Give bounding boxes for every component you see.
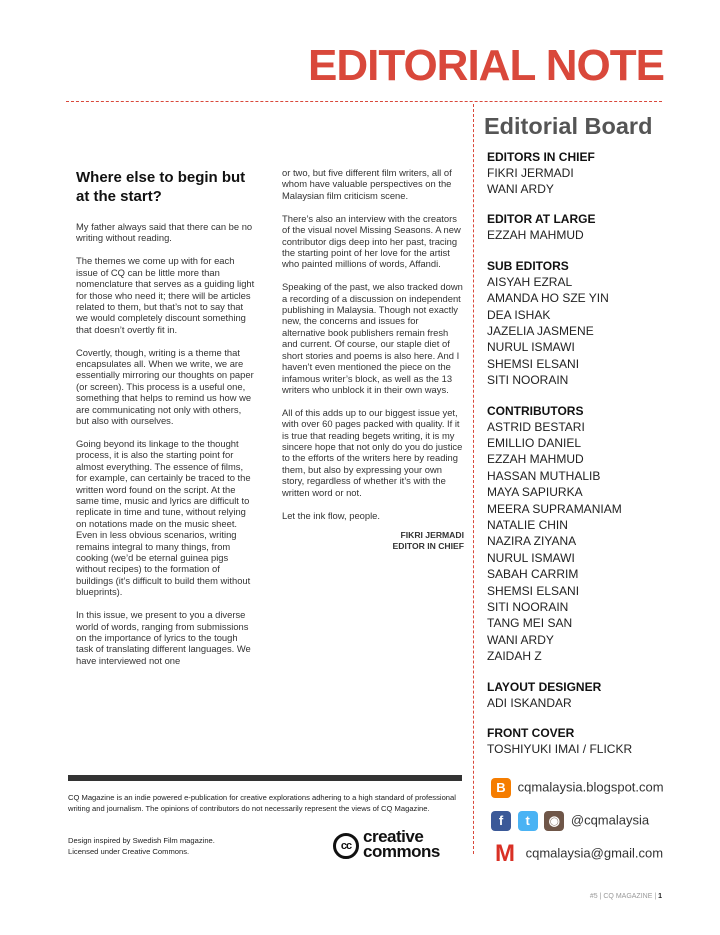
paragraph: My father always said that there can be no writing without reading.	[76, 221, 253, 244]
email-link[interactable]	[491, 840, 664, 867]
email-address[interactable]: cqmalaysia@gmail.com	[525, 845, 664, 861]
paragraph: Speaking of the past, we also tracked down a recording of a discussion on independent publishing in Malaysia. Though not exactly new, the concerns and issues for alternative book publishers remain fresh and current. Of course, our staple diet of short stories and poems is also here. And I haven’t even mentioned the piece on the infamous writer’s block, as well as the 13 writers who unblock it in their own ways.	[282, 281, 463, 395]
board-groups	[487, 149, 687, 758]
board-role: EDITOR AT LARGE	[487, 212, 596, 227]
paragraph: Going beyond its linkage to the thought process, it is also the starting point for almost everything. The essence of films, for example, can certainly be traced to the written word found on the script. At the same time, music and lyrics are difficult to replicate in time and tune, without relying on notations made on the music sheet. Even in less obvious scenarios, writing remains integral to many things, from cooking (we’d be eternal guinea pigs without recipes) to the formation of buildings (it’s difficult to build them without blueprints).	[76, 438, 251, 598]
blog-link[interactable]	[491, 778, 664, 798]
cc-word-creative: creative	[363, 827, 424, 846]
board-role: EDITORS IN CHIEF	[487, 149, 595, 164]
signature	[282, 530, 464, 552]
board-member: TOSHIYUKI IMAI / FLICKR	[487, 742, 633, 757]
board-member: SABAH CARRIM	[487, 567, 579, 582]
board-member: WANI ARDY	[487, 632, 554, 647]
title-divider	[66, 101, 662, 102]
folio-label: #5 | CQ MAGAZINE |	[589, 893, 657, 900]
page-title: EDITORIAL NOTE	[308, 41, 664, 90]
board-group	[487, 725, 687, 757]
signature-name: FIKRI JERMADI	[400, 530, 464, 541]
board-title: Editorial Board	[484, 113, 653, 139]
handle-text[interactable]: @cqmalaysia	[570, 812, 650, 828]
board-role: SUB EDITORS	[487, 258, 569, 273]
board-group	[487, 149, 687, 198]
board-member: ADI ISKANDAR	[487, 695, 572, 710]
social-handle[interactable]	[491, 811, 649, 831]
column-divider	[473, 104, 474, 854]
paragraph: Let the ink flow, people.	[282, 509, 380, 521]
instagram-icon[interactable]: ◉	[544, 811, 564, 831]
cc-wordmark	[363, 829, 440, 859]
board-member: TANG MEI SAN	[487, 616, 573, 631]
board-member: HASSAN MUTHALIB	[487, 468, 601, 483]
board-member: NATALIE CHIN	[487, 518, 568, 532]
board-group	[487, 258, 687, 389]
board-member: DEA ISHAK	[487, 307, 551, 322]
design-credit-line: Design inspired by Swedish Film magazine.	[68, 836, 215, 845]
paragraph: There’s also an interview with the creators of the visual novel Missing Seasons. A new contributor digs deep into her past, tracing the starting point of her love for the artist who painted millions of words, Affandi.	[282, 212, 461, 270]
license-line: Licensed under Creative Commons.	[68, 846, 190, 856]
board-member: NURUL ISMAWI	[487, 550, 575, 565]
board-member: EZZAH MAHMUD	[487, 452, 584, 467]
paragraph: or two, but five different film writers, all of whom have valuable perspectives on the Malaysian film criticism scene.	[282, 167, 452, 201]
board-group	[487, 211, 687, 243]
design-credit	[68, 836, 298, 857]
cc-icon: cc	[333, 833, 359, 859]
board-member: EMILLIO DANIEL	[487, 435, 582, 450]
board-member: NURUL ISMAWI	[487, 340, 575, 355]
paragraph: The themes we come up with for each issue of CQ can be little more than nomenclature that serves as a guiding light for those who need it; there will be articles related to them, but that’s not to say that we would completely discount something that doesn’t overtly fit in.	[76, 255, 255, 335]
editorial-board	[484, 113, 687, 771]
cc-word-commons: commons	[363, 842, 440, 861]
gmail-icon: M	[491, 843, 519, 865]
board-member: AMANDA HO SZE YIN	[487, 291, 609, 306]
board-member: SITI NOORAIN	[487, 373, 569, 388]
blogger-icon: B	[491, 778, 511, 798]
board-member: AISYAH EZRAL	[487, 274, 573, 289]
board-member: EZZAH MAHMUD	[487, 228, 584, 243]
article-column-2	[282, 167, 464, 552]
board-group	[487, 403, 687, 665]
board-member: ZAIDAH Z	[487, 649, 542, 664]
board-member: SHEMSI ELSANI	[487, 356, 580, 371]
facebook-icon[interactable]: f	[491, 811, 511, 831]
board-member: FIKRI JERMADI	[487, 165, 574, 180]
board-member: WANI ARDY	[487, 181, 554, 196]
page-folio	[590, 893, 662, 900]
paragraph: Covertly, though, writing is a theme that encapsulates all. When we write, we are essentially mirroring our thoughts on paper (or screen). This process is a useful one, something that helps to remind us how we are communicating not only with others, but also with ourselves.	[76, 346, 254, 427]
board-member: MAYA SAPIURKA	[487, 485, 583, 500]
board-role: FRONT COVER	[487, 726, 575, 741]
board-member: SITI NOORAIN	[487, 600, 569, 615]
about-text: CQ Magazine is an indie powered e-publication for creative explorations adhering to a high standard of professional writing and journalism. The opinions of contributors do not necessarily represent the views of CQ Magazine.	[68, 793, 456, 813]
creative-commons-logo	[333, 829, 465, 865]
board-member: ASTRID BESTARI	[487, 419, 585, 434]
paragraph: In this issue, we present to you a diverse world of words, ranging from submissions on the importance of lyrics to the tough task of translating different languages. We have interviewed not one	[76, 609, 251, 666]
column-2-body	[282, 167, 464, 521]
column-1-body	[76, 221, 256, 666]
board-group	[487, 679, 687, 711]
page-number: 1	[658, 893, 662, 900]
blog-url[interactable]: cqmalaysia.blogspot.com	[517, 779, 664, 795]
article-heading: Where else to begin but at the start?	[76, 169, 246, 205]
board-member: NAZIRA ZIYANA	[487, 534, 577, 549]
article-column-1	[76, 168, 256, 678]
paragraph: All of this adds up to our biggest issue yet, with over 60 pages packed with quality. If it is true that reading begets writing, it is my sincere hope that not only do you do justice to the efforts of the writers here by reading them, but also by expressing your own story, regardless of whether it’s with the written word or not.	[282, 406, 463, 498]
board-role: LAYOUT DESIGNER	[487, 679, 602, 694]
board-member: SHEMSI ELSANI	[487, 583, 580, 598]
board-member: MEERA SUPRAMANIAM	[487, 501, 622, 516]
board-member: JAZELIA JASMENE	[487, 323, 594, 338]
signature-role: EDITOR IN CHIEF	[392, 541, 464, 552]
twitter-icon[interactable]: t	[518, 811, 538, 831]
footer-bar	[68, 775, 462, 781]
board-role: CONTRIBUTORS	[487, 403, 584, 418]
